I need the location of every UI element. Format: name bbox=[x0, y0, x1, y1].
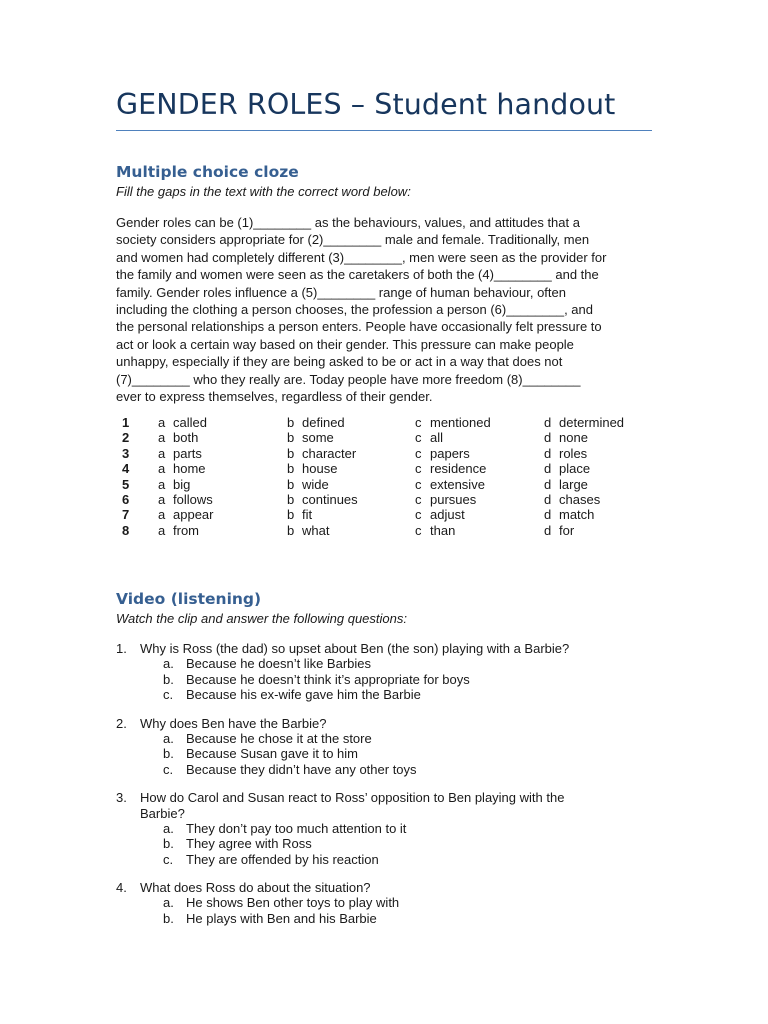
answer-text: Because his ex-wife gave him the Barbie bbox=[186, 687, 421, 703]
answer-text: He shows Ben other toys to play with bbox=[186, 895, 400, 911]
section-heading-cloze: Multiple choice cloze bbox=[116, 163, 299, 181]
answer-text: They agree with Ross bbox=[186, 836, 312, 852]
option-letter: a bbox=[158, 522, 166, 538]
video-instruction: Watch the clip and answer the following questions: bbox=[116, 611, 407, 626]
option-number: 7 bbox=[122, 507, 130, 523]
option-word: some bbox=[302, 430, 334, 446]
option-number: 3 bbox=[122, 445, 130, 461]
answer-option bbox=[116, 762, 656, 777]
passage-line: the family and women were seen as the caretakers of both the (4)________ and the bbox=[116, 267, 599, 283]
option-word: residence bbox=[430, 461, 487, 477]
option-word: chases bbox=[559, 491, 601, 507]
option-word: all bbox=[430, 430, 444, 446]
answer-option bbox=[116, 895, 656, 910]
passage-line: society considers appropriate for (2)________ male and female. Traditionally, men bbox=[116, 232, 590, 248]
answer-option bbox=[116, 746, 656, 761]
section-heading-video: Video (listening) bbox=[116, 590, 262, 608]
answer-option bbox=[116, 731, 656, 746]
option-letter: d bbox=[544, 507, 552, 523]
answer-option bbox=[116, 852, 656, 867]
option-number: 1 bbox=[122, 415, 130, 430]
option-letter: b bbox=[287, 430, 295, 446]
answer-letter: c. bbox=[163, 687, 174, 703]
option-letter: b bbox=[287, 522, 295, 538]
option-letter: c bbox=[415, 461, 422, 477]
answer-letter: b. bbox=[163, 910, 174, 926]
option-letter: d bbox=[544, 430, 552, 446]
passage-line: the personal relationships a person enters. People have occasionally felt pressure to bbox=[116, 319, 602, 335]
question-item bbox=[116, 790, 656, 867]
answer-letter: c. bbox=[163, 761, 174, 777]
passage-line: and women had completely different (3)________, men were seen as the provider for bbox=[116, 249, 607, 265]
answer-option bbox=[116, 656, 656, 671]
option-letter: c bbox=[415, 491, 422, 507]
option-word: both bbox=[173, 430, 199, 446]
question-text: What does Ross do about the situation? bbox=[140, 880, 371, 896]
option-letter: c bbox=[415, 507, 422, 523]
option-letter: a bbox=[158, 461, 166, 477]
option-number: 8 bbox=[122, 522, 130, 538]
answer-option bbox=[116, 911, 656, 926]
question-text: Why does Ben have the Barbie? bbox=[140, 715, 327, 731]
answer-letter: a. bbox=[163, 820, 174, 836]
answer-text: Because he doesn’t like Barbies bbox=[186, 656, 372, 672]
option-word: mentioned bbox=[430, 415, 491, 430]
passage-line: (7)________ who they really are. Today people have more freedom (8)________ bbox=[116, 371, 581, 387]
answer-letter: c. bbox=[163, 851, 174, 867]
passage-line: including the clothing a person chooses, the profession a person (6)________, and bbox=[116, 301, 593, 317]
question-number: 3. bbox=[116, 790, 127, 806]
cloze-instruction: Fill the gaps in the text with the correct word below: bbox=[116, 184, 411, 199]
option-word: extensive bbox=[430, 476, 485, 492]
question-item bbox=[116, 880, 656, 926]
question-text: How do Carol and Susan react to Ross’ opposition to Ben playing with the bbox=[140, 790, 565, 806]
cloze-passage bbox=[116, 214, 656, 405]
option-number: 5 bbox=[122, 476, 130, 492]
option-word: determined bbox=[559, 415, 625, 430]
answer-text: Because he chose it at the store bbox=[186, 730, 372, 746]
option-word: called bbox=[173, 415, 207, 430]
option-word: pursues bbox=[430, 491, 477, 507]
option-word: continues bbox=[302, 491, 358, 507]
option-word: adjust bbox=[430, 507, 465, 523]
option-letter: c bbox=[415, 430, 422, 446]
option-letter: a bbox=[158, 491, 166, 507]
option-word: roles bbox=[559, 445, 588, 461]
option-word: from bbox=[173, 522, 199, 538]
option-letter: a bbox=[158, 507, 166, 523]
passage-line: unhappy, especially if they are being asked to be or act in a way that does not bbox=[116, 354, 563, 370]
option-letter: d bbox=[544, 476, 552, 492]
answer-option bbox=[116, 672, 656, 687]
option-word: for bbox=[559, 522, 575, 538]
answer-letter: b. bbox=[163, 836, 174, 852]
option-word: fit bbox=[302, 507, 313, 523]
answer-text: Because he doesn’t think it’s appropriate for boys bbox=[186, 671, 470, 687]
option-word: match bbox=[559, 507, 595, 523]
option-letter: c bbox=[415, 445, 422, 461]
option-word: than bbox=[430, 522, 456, 538]
passage-line: family. Gender roles influence a (5)________ range of human behaviour, often bbox=[116, 284, 566, 300]
option-word: parts bbox=[173, 445, 202, 461]
option-letter: b bbox=[287, 415, 295, 430]
option-word: none bbox=[559, 430, 588, 446]
page-title: GENDER ROLES – Student handout bbox=[116, 88, 616, 121]
option-letter: a bbox=[158, 415, 166, 430]
answer-letter: b. bbox=[163, 746, 174, 762]
option-letter: d bbox=[544, 522, 552, 538]
question-number: 4. bbox=[116, 880, 127, 896]
option-letter: b bbox=[287, 476, 295, 492]
option-letter: d bbox=[544, 461, 552, 477]
question-number: 2. bbox=[116, 715, 127, 731]
option-word: big bbox=[173, 476, 191, 492]
option-word: wide bbox=[302, 476, 329, 492]
passage-line: act or look a certain way based on their gender. This pressure can make people bbox=[116, 336, 574, 352]
answer-letter: a. bbox=[163, 656, 174, 672]
answer-letter: a. bbox=[163, 895, 174, 911]
answer-option bbox=[116, 821, 656, 836]
option-word: follows bbox=[173, 491, 213, 507]
option-word: defined bbox=[302, 415, 345, 430]
option-word: large bbox=[559, 476, 588, 492]
answer-text: Because they didn’t have any other toys bbox=[186, 761, 417, 777]
question-text: Why is Ross (the dad) so upset about Ben (the son) playing with a Barbie? bbox=[140, 641, 570, 656]
option-letter: b bbox=[287, 491, 295, 507]
passage-line: Gender roles can be (1)________ as the behaviours, values, and attitudes that a bbox=[116, 215, 580, 230]
answer-text: They are offended by his reaction bbox=[186, 851, 379, 867]
option-letter: b bbox=[287, 507, 295, 523]
question-item bbox=[116, 641, 656, 703]
answer-letter: a. bbox=[163, 730, 174, 746]
answer-text: He plays with Ben and his Barbie bbox=[186, 910, 377, 926]
answer-text: Because Susan gave it to him bbox=[186, 746, 358, 762]
option-letter: c bbox=[415, 415, 422, 430]
option-word: place bbox=[559, 461, 591, 477]
question-text: Barbie? bbox=[140, 805, 185, 821]
passage-line: ever to express themselves, regardless of their gender. bbox=[116, 388, 433, 404]
option-letter: c bbox=[415, 522, 422, 538]
option-letter: b bbox=[287, 461, 295, 477]
question-item bbox=[116, 716, 656, 778]
title-divider bbox=[116, 130, 652, 131]
option-letter: a bbox=[158, 445, 166, 461]
option-word: character bbox=[302, 445, 357, 461]
option-word: appear bbox=[173, 507, 214, 523]
option-number: 6 bbox=[122, 491, 130, 507]
option-word: home bbox=[173, 461, 206, 477]
option-letter: d bbox=[544, 445, 552, 461]
option-word: what bbox=[302, 522, 330, 538]
answer-option bbox=[116, 687, 656, 702]
option-number: 2 bbox=[122, 430, 130, 446]
question-number: 1. bbox=[116, 641, 127, 656]
option-letter: a bbox=[158, 430, 166, 446]
answer-text: They don’t pay too much attention to it bbox=[186, 820, 407, 836]
option-letter: a bbox=[158, 476, 166, 492]
option-letter: c bbox=[415, 476, 422, 492]
option-letter: d bbox=[544, 415, 552, 430]
option-number: 4 bbox=[122, 461, 130, 477]
option-word: house bbox=[302, 461, 338, 477]
option-word: papers bbox=[430, 445, 470, 461]
option-letter: d bbox=[544, 491, 552, 507]
question-list bbox=[116, 641, 656, 939]
answer-option bbox=[116, 836, 656, 851]
option-letter: b bbox=[287, 445, 295, 461]
answer-letter: b. bbox=[163, 671, 174, 687]
